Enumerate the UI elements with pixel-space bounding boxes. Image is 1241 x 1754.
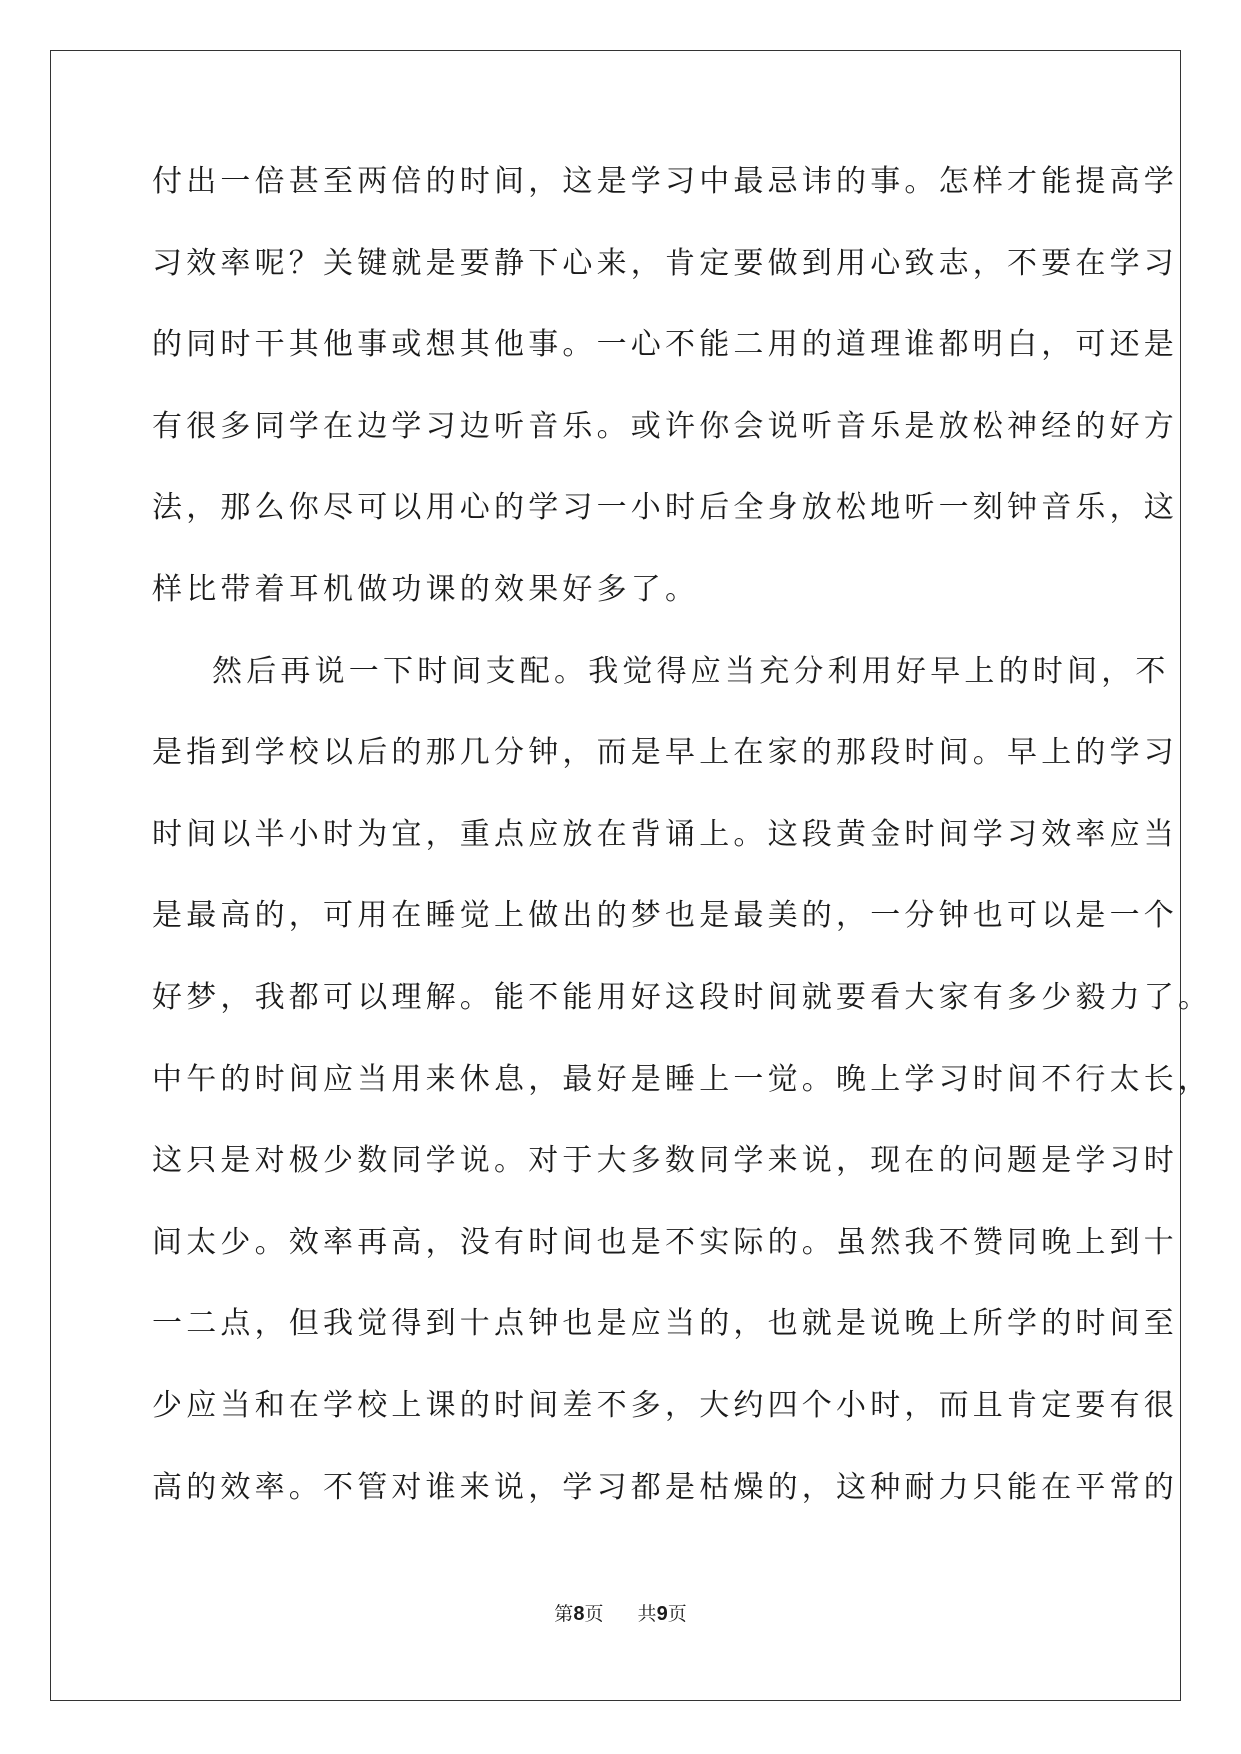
text-line: 习效率呢？关键就是要静下心来，肯定要做到用心致志，不要在学习 — [152, 245, 1178, 281]
text-line: 法，那么你尽可以用心的学习一小时后全身放松地听一刻钟音乐，这 — [152, 490, 1178, 526]
text-line: 是最高的，可用在睡觉上做出的梦也是最美的，一分钟也可以是一个 — [152, 898, 1178, 934]
text-line: 这只是对极少数同学说。对于大多数同学来说，现在的问题是学习时 — [152, 1143, 1178, 1179]
text-line: 间太少。效率再高，没有时间也是不实际的。虽然我不赞同晚上到十 — [152, 1224, 1178, 1260]
text-line: 样比带着耳机做功课的效果好多了。 — [152, 571, 700, 607]
text-line: 有很多同学在边学习边听音乐。或许你会说听音乐是放松神经的好方 — [152, 408, 1178, 444]
text-line: 高的效率。不管对谁来说，学习都是枯燥的，这种耐力只能在平常的 — [152, 1469, 1178, 1505]
page-number — [554, 1603, 609, 1625]
page-suffix: 页 — [584, 1603, 604, 1625]
text-line: 然后再说一下时间支配。我觉得应当充分利用好早上的时间，不 — [212, 653, 1170, 689]
total-prefix: 共 — [637, 1603, 657, 1625]
text-line: 少应当和在学校上课的时间差不多，大约四个小时，而且肯定要有很 — [152, 1387, 1178, 1423]
current-page-number: 8 — [573, 1603, 585, 1625]
document-body — [152, 158, 1213, 1545]
text-line: 一二点，但我觉得到十点钟也是应当的，也就是说晚上所学的时间至 — [152, 1306, 1178, 1342]
text-line: 的同时干其他事或想其他事。一心不能二用的道理谁都明白，可还是 — [152, 327, 1178, 363]
total-suffix: 页 — [667, 1603, 687, 1625]
text-line: 中午的时间应当用来休息，最好是睡上一觉。晚上学习时间不行太长， — [152, 1061, 1213, 1097]
text-line: 付出一倍甚至两倍的时间，这是学习中最忌讳的事。怎样才能提高学 — [152, 164, 1178, 199]
total-page-number: 9 — [656, 1603, 668, 1625]
page-prefix: 第 — [554, 1603, 574, 1625]
text-line: 是指到学校以后的那几分钟，而是早上在家的那段时间。早上的学习 — [152, 735, 1178, 771]
text-line: 好梦，我都可以理解。能不能用好这段时间就要看大家有多少毅力了。 — [152, 979, 1213, 1015]
page-footer — [0, 1599, 1241, 1626]
text-line: 时间以半小时为宜，重点应放在背诵上。这段黄金时间学习效率应当 — [152, 816, 1178, 852]
page-total — [638, 1603, 687, 1625]
